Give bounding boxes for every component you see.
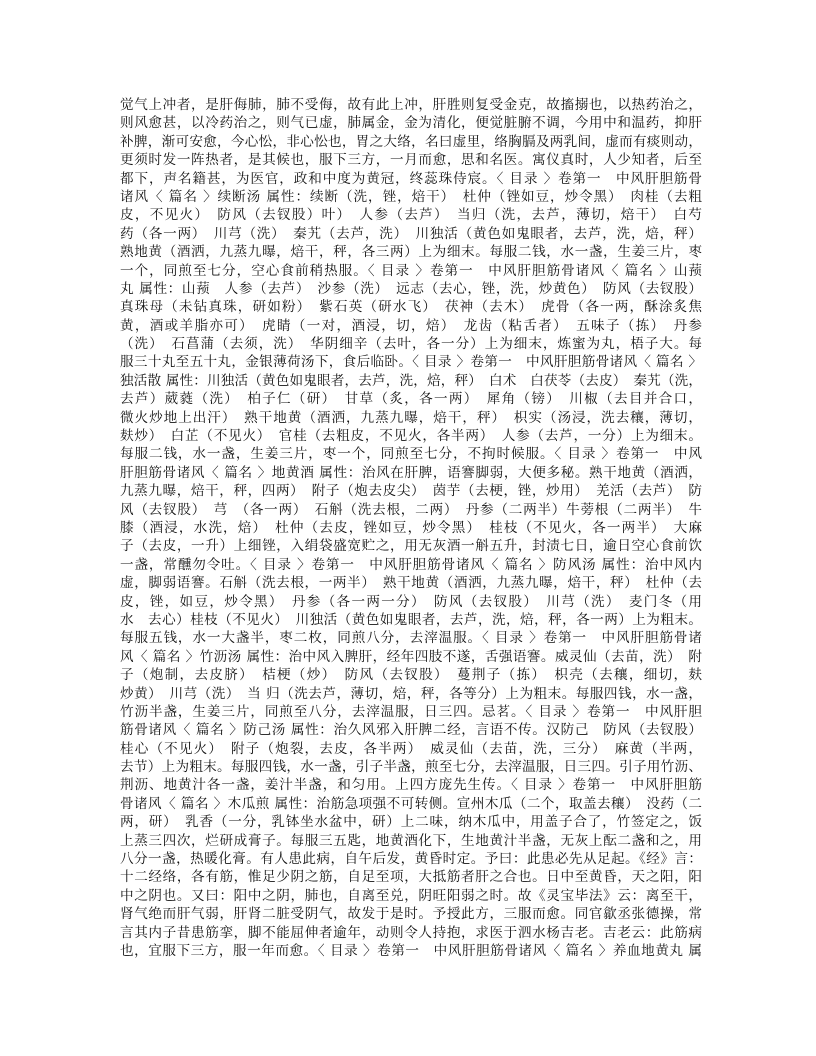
text-line: 竹沥半盏，生姜三片，同煎至八分，去滓温服，日三四。忌茗。〈 目录 〉卷第一 中风肝胆 <box>120 703 702 720</box>
text-line: 觉气上冲者，是肝侮肺，肺不受侮，故有此上冲，肝胜则复受金克，故搐搦也，以热药治之， <box>120 97 702 113</box>
text-line: 都下，声名籍甚，为医官，政和中度为黄冠，终蕊珠侍宸。〈 目录 〉卷第一 中风肝胆筋骨 <box>120 170 702 187</box>
text-line: 熟地黄（酒洒，九蒸九曝，焙干，秤，各三两）上为细末。每服二钱，水一盏，生姜三片，枣 <box>120 244 702 261</box>
text-line: 也，宜服下三方，服一年而愈。〈 目录 〉卷第一 中风肝胆筋骨诸风〈 篇名 〉养血地黄丸 属 <box>120 942 702 959</box>
text-line: 诸风〈 篇名 〉续断汤 属性：续断（洗，锉，焙干） 杜仲（锉如豆，炒令黑） 肉桂（去粗 <box>120 188 702 205</box>
text-line: 皮，锉，如豆，炒令黑） 丹参（各一两一分） 防风（去钗股） 川芎（洗） 麦门冬（用 <box>120 593 702 610</box>
text-line: 风〈 篇名 〉竹沥汤 属性：治中风入脾肝，经年四肢不遂，舌强语謇。威灵仙（去苗，洗） 附 <box>120 648 702 665</box>
document-body <box>120 96 702 960</box>
text-line: 两，研） 乳香（一分，乳钵坐水盆中，研）上二味，纳木瓜中，用盖子合了，竹签定之，饭 <box>120 814 702 831</box>
text-line: 风（去钗股） 芎 （各一两） 石斛（洗去根，二两） 丹参（二两半）牛蒡根（二两半） 牛 <box>120 501 702 518</box>
text-line: 子（炮制，去皮脐） 桔梗（炒） 防风（去钗股） 蔓荆子（拣） 枳壳（去穰，细切，麸 <box>120 667 702 684</box>
text-line: 膝（酒浸，水洗，焙） 杜仲（去皮，锉如豆，炒令黑） 桂枝（不见火，各一两半） 大麻 <box>120 519 702 536</box>
text-line: 每服五钱，水一大盏半，枣二枚，同煎八分，去滓温服。〈 目录 〉卷第一 中风肝胆筋骨诸 <box>120 630 702 647</box>
text-line: 中之阴也。又曰：阳中之阴，肺也，自离至兑，阴旺阳弱之时。故《灵宝毕法》云：离至干， <box>120 887 702 904</box>
text-line: 九蒸九曝，焙干，秤，四两） 附子（炮去皮尖） 茵芋（去梗，锉，炒用） 羌活（去芦） 防 <box>120 483 702 500</box>
text-line: 筋骨诸风〈 篇名 〉防己汤 属性：治久风邪入肝脾二经，言语不传。汉防己 防风（去钗股） <box>120 722 702 739</box>
text-line: 药（各一两） 川芎（洗） 秦艽（去芦，洗） 川独活（黄色如鬼眼者，去芦，洗，焙，秤） <box>120 225 702 242</box>
text-line: 黄，酒或羊脂亦可） 虎睛（一对，酒浸，切，焙） 龙齿（粘舌者） 五味子（拣） 丹参 <box>120 317 702 334</box>
text-line: 皮，不见火） 防风（去钗股）叶） 人参（去芦） 当归（洗，去芦，薄切，焙干） 白芍 <box>120 207 702 224</box>
text-line: 丸 属性：山蓣 人参（去芦） 沙参（洗） 远志（去心，锉，洗，炒黄色） 防风（去钗股） <box>120 280 702 297</box>
text-line: 独活散 属性：川独活（黄色如鬼眼者，去芦，洗，焙，秤） 白术 白茯苓（去皮） 秦艽（洗， <box>120 372 702 389</box>
text-line: 麸炒） 白芷（不见火） 官桂（去粗皮，不见火，各半两） 人参（去芦，一分）上为细末。 <box>120 428 702 445</box>
text-line: 水 去心）桂枝（不见火） 川独活（黄色如鬼眼者，去芦，洗，焙，秤，各一两）上为粗末。 <box>120 611 702 628</box>
text-line: 肝胆筋骨诸风〈 篇名 〉地黄酒 属性：治风在肝脾，语謇脚弱，大便多秘。熟干地黄（酒洒， <box>120 464 702 481</box>
text-line: 一个，同煎至七分，空心食前稍热服。〈 目录 〉卷第一 中风肝胆筋骨诸风〈 篇名 〉山蓣 <box>120 262 702 279</box>
text-line: （洗） 石菖蒲（去须，洗） 华阴细辛（去叶，各一分）上为细末，炼蜜为丸，梧子大。每 <box>120 336 702 353</box>
text-line: 每服二钱，水一盏，生姜三片，枣一个，同煎至七分，不拘时候服。〈 目录 〉卷第一 中风 <box>120 446 702 463</box>
text-line: 去节）上为粗末。每服四钱，水一盏，引子半盏，煎至七分，去滓温服，日三四。引子用竹沥、 <box>120 759 702 776</box>
text-line: 十二经络，各有筋，惟足少阴之筋，自足至项，大抵筋者肝之合也。日中至黄昏，天之阳，阳 <box>120 869 702 886</box>
text-line: 言其内子昔患筋挛，脚不能屈伸者逾年，动则令人持抱，求医于泗水杨吉老。吉老云：此筋病 <box>120 924 702 941</box>
text-line: 则风愈甚，以冷药治之，则气已虚，肺属金，金为清化，便觉脏腑不调，今用中和温药，抑肝 <box>120 115 702 132</box>
text-line: 上蒸三四次，烂研成膏子。每服三五匙，地黄酒化下，生地黄汁半盏，无灰上酝二盏和之，用 <box>120 832 702 849</box>
text-line: 虚，脚弱语謇。石斛（洗去根，一两半） 熟干地黄（酒洒，九蒸九曝，焙干，秤） 杜仲（去 <box>120 575 702 592</box>
text-line: 更须时发一阵热者，是其候也，服下三方，一月而愈，思和名医。寓仪真时，人少知者，后至 <box>120 152 702 169</box>
text-line: 服三十丸至五十丸，金银薄荷汤下，食后临卧。〈 目录 〉卷第一 中风肝胆筋骨诸风〈 篇名 〉 <box>120 354 702 371</box>
text-line: 炒黄） 川芎（洗） 当 归（洗去芦，薄切，焙，秤，各等分）上为粗末。每服四钱，水一盏， <box>120 685 702 702</box>
text-line: 八分一盏，热暖化膏。有人患此病，自午后发，黄昏时定。予曰：此患必先从足起。《经》言： <box>120 851 702 868</box>
text-line: 肾气绝而肝气弱，肝肾二脏受阴气，故发于是时。予授此方，三服而愈。同官歙丞张德操，常 <box>120 906 702 923</box>
text-line: 真珠母（未钻真珠，研如粉） 紫石英（研水飞） 茯神（去木） 虎骨（各一两，酥涂炙焦 <box>120 299 702 316</box>
text-line: 荆沥、地黄汁各一盏，姜汁半盏，和匀用。上四方庞先生传。〈 目录 〉卷第一 中风肝胆筋 <box>120 777 702 794</box>
text-line: 补脾，渐可安愈，今心忪，非心忪也，胃之大络，名曰虚里，络胸膈及两乳间，虚而有痰则动， <box>120 133 702 150</box>
text-line: 一盏，常醺勿令吐。〈 目录 〉卷第一 中风肝胆筋骨诸风〈 篇名 〉防风汤 属性：治中风内 <box>120 556 702 573</box>
text-line: 子（去皮，一升）上细锉，入绢袋盛宽贮之，用无灰酒一斛五升，封渍七日，逾日空心食前饮 <box>120 538 702 555</box>
text-line: 骨诸风〈 篇名 〉木瓜煎 属性：治筋急项强不可转侧。宣州木瓜（二个，取盖去穰） 没药（二 <box>120 795 702 812</box>
text-line: 桂心（不见火） 附子（炮裂，去皮，各半两） 威灵仙（去苗，洗，三分） 麻黄（半两， <box>120 740 702 757</box>
text-line: 微火炒地上出汗） 熟干地黄（酒洒，九蒸九曝，焙干，秤） 枳实（汤浸，洗去穰，薄切， <box>120 409 702 426</box>
text-line: 去芦）葳蕤（洗） 柏子仁（研） 甘草（炙，各一两） 犀角（镑） 川椒（去目并合口， <box>120 391 702 408</box>
